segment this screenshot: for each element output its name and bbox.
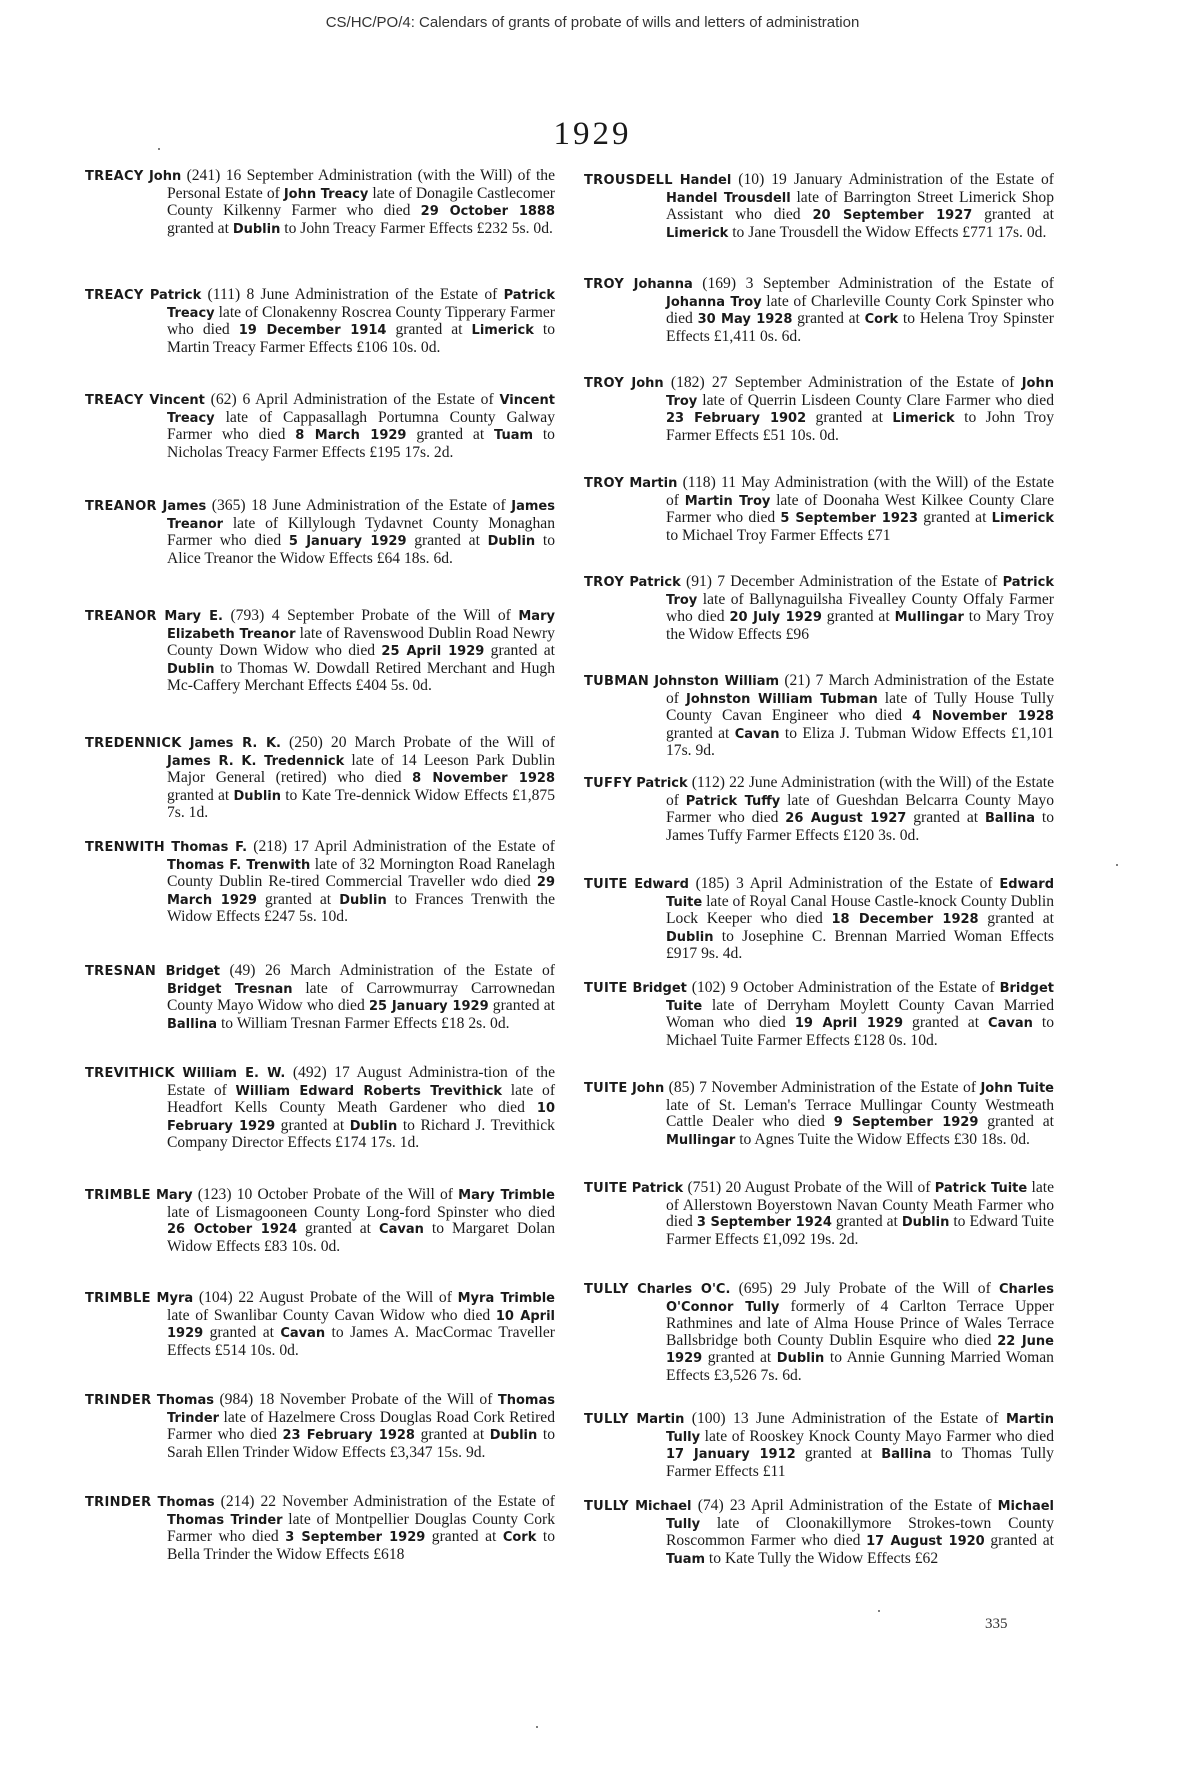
entry-text: (62) 6 April Administration of the Estate of — [204, 391, 500, 408]
entry-bold-text: Limerick — [991, 511, 1054, 527]
entry-bold-text: Martin Tully — [666, 1412, 1054, 1445]
entry-bold-text: Limerick — [892, 411, 955, 427]
calendar-entry — [85, 392, 555, 461]
entry-surname: TROUSDELL — [584, 173, 673, 188]
scan-speck — [536, 1726, 538, 1728]
entry-text: granted at — [978, 1113, 1055, 1131]
entry-given-name: Vincent — [149, 393, 205, 408]
entry-text: (365) 18 June Administration of the Estate of — [206, 497, 512, 514]
entry-text: late of Cappasallagh Portumna County Galway Farmer who died — [167, 408, 555, 444]
entry-surname: TULLY — [584, 1282, 629, 1297]
entry-text: (492) 17 August Administra-tion of the Estate of — [167, 1064, 555, 1099]
entry-text: (10) 19 January Administration of the Estate of — [731, 171, 1054, 188]
entry-bold-text: 29 October 1888 — [420, 204, 556, 220]
entry-bold-text: Thomas F. Trenwith — [167, 857, 311, 873]
entry-bold-text: 29 March 1929 — [167, 875, 555, 908]
entry-bold-text: Myra Trimble — [457, 1291, 555, 1306]
entry-bold-text: Johanna Troy — [666, 294, 762, 310]
entry-surname: TROY — [584, 277, 625, 292]
entry-bold-text: John Troy — [666, 376, 1054, 409]
scan-speck — [1116, 864, 1118, 866]
entry-text: to Jane Trousdell the Widow Effects £771 17s. 0d. — [728, 223, 1047, 241]
entry-text: late of Allerstown Boyerstown Navan County Meath Farmer who died — [666, 1179, 1055, 1231]
entry-surname: TULLY — [584, 1499, 629, 1514]
entry-text: granted at — [167, 219, 233, 237]
entry-surname: TULLY — [584, 1412, 629, 1427]
entry-bold-text: 10 April 1929 — [167, 1308, 555, 1342]
entry-text: to Mary Troy the Widow Effects £96 — [666, 608, 1054, 643]
entry-bold-text: 17 August 1920 — [866, 1534, 985, 1550]
calendar-entry — [85, 608, 555, 695]
entry-text: to Frances Trenwith the Widow Effects £247 5s. 10d. — [167, 890, 555, 926]
entry-text: late of Barrington Street Limerick Shop Assistant who died — [666, 188, 1054, 224]
entry-surname: TUITE — [584, 981, 628, 996]
entry-given-name: Mary E. — [164, 609, 223, 624]
entry-bold-text: 17 January 1912 — [666, 1447, 796, 1463]
calendar-entry — [584, 1281, 1054, 1385]
entry-text: to Michael Troy Farmer Effects £71 — [666, 526, 891, 544]
entry-bold-text: Cavan — [379, 1222, 424, 1238]
entry-surname: TUITE — [584, 1181, 628, 1196]
entry-bold-text: Edward Tuite — [666, 877, 1054, 910]
entry-bold-text: Limerick — [666, 225, 729, 241]
entry-bold-text: Cork — [864, 312, 899, 328]
entry-text: to Nicholas Treacy Farmer Effects £195 17s. 2d. — [167, 426, 555, 461]
entry-bold-text: James R. K. Tredennick — [167, 753, 345, 769]
entry-surname: TROY — [584, 476, 625, 491]
entry-given-name: Handel — [679, 173, 732, 188]
entry-surname: TREACY — [85, 288, 144, 303]
entry-bold-text: Ballina — [167, 1016, 218, 1032]
entry-bold-text: Dublin — [776, 1351, 825, 1367]
entry-text: granted at — [806, 409, 893, 427]
entry-surname: TUITE — [584, 1081, 628, 1096]
calendar-entry — [584, 775, 1054, 844]
entry-surname: TREANOR — [85, 499, 157, 514]
calendar-entry — [584, 475, 1054, 544]
entry-bold-text: Mary Elizabeth Treanor — [167, 609, 555, 642]
entry-surname: TRIMBLE — [85, 1291, 151, 1306]
entry-bold-text: Dublin — [489, 1428, 538, 1444]
entry-surname: TRESNAN — [85, 964, 157, 979]
entry-text: late of Doonaha West Kilkee County Clare Farmer who died — [666, 491, 1055, 527]
entry-bold-text: 5 September 1923 — [780, 511, 918, 527]
entry-given-name: Edward — [634, 877, 689, 892]
entry-text: (984) 18 November Probate of the Will of — [213, 1391, 498, 1408]
entry-text: to John Treacy Farmer Effects £232 5s. 0d. — [280, 219, 553, 237]
calendar-entry — [85, 963, 555, 1033]
entry-bold-text: Tuam — [666, 1551, 706, 1567]
entry-text: granted at — [978, 910, 1054, 928]
entry-text: granted at — [702, 1349, 777, 1367]
entry-given-name: Martin — [629, 476, 678, 491]
entry-bold-text: 20 July 1929 — [729, 610, 822, 626]
entry-text: to James A. MacCormac Traveller Effects £514 10s. 0d. — [167, 1324, 555, 1359]
entry-bold-text: Johnston William Tubman — [686, 691, 878, 707]
entry-bold-text: Dublin — [666, 929, 714, 945]
entry-text: granted at — [167, 786, 234, 804]
entry-text: to Agnes Tuite the Widow Effects £30 18s. 0d. — [735, 1130, 1030, 1148]
entry-bold-text: 30 May 1928 — [697, 312, 793, 328]
entry-surname: TRINDER — [85, 1495, 152, 1510]
page-year: 1929 — [553, 116, 632, 152]
entry-bold-text: 25 January 1929 — [368, 999, 489, 1015]
entry-bold-text: 20 September 1927 — [812, 208, 973, 224]
calendar-entry — [584, 876, 1054, 963]
document-header: CS/HC/PO/4: Calendars of grants of probate of wills and letters of administration — [325, 14, 860, 31]
entry-text: to Annie Gunning Married Woman Effects £3,526 7s. 6d. — [666, 1349, 1054, 1384]
entry-bold-text: Patrick Treacy — [167, 288, 555, 321]
entry-bold-text: Ballina — [984, 811, 1036, 827]
calendar-entry — [85, 1494, 555, 1563]
entry-text: (185) 3 April Administration of the Estate of — [688, 875, 1000, 892]
entry-text: to Thomas Tully Farmer Effects £11 — [666, 1445, 1054, 1480]
entry-text: to Eliza J. Tubman Widow Effects £1,101 17s. 9d. — [666, 724, 1055, 760]
entry-text: (100) 13 June Administration of the Estate of — [684, 1410, 1006, 1427]
entry-bold-text: Dublin — [232, 221, 281, 237]
entry-text: (241) 16 September Administration (with the Will) of the Personal Estate of — [167, 167, 555, 202]
entry-text: granted at — [275, 1116, 350, 1134]
entry-bold-text: 22 June 1929 — [666, 1333, 1054, 1367]
entry-text: to Kate Tre-dennick Widow Effects £1,875 7s. 1d. — [167, 786, 556, 822]
entry-bold-text: Mullingar — [666, 1132, 736, 1148]
entry-surname: TREDENNICK — [85, 736, 182, 751]
entry-text: late of Derryham Moylett County Cavan Married Woman who died — [666, 996, 1054, 1032]
entry-bold-text: 10 February 1929 — [167, 1101, 555, 1134]
entry-bold-text: Michael Tully — [666, 1499, 1054, 1532]
entry-bold-text: Limerick — [471, 323, 534, 339]
entry-text: to Michael Tuite Farmer Effects £128 0s. 10d. — [666, 1014, 1055, 1049]
entry-text: late of Swanlibar County Cavan Widow who died — [167, 1306, 496, 1324]
calendar-entry — [85, 168, 555, 238]
entry-bold-text: William Edward Roberts Trevithick — [235, 1083, 503, 1099]
entry-text: to Edward Tuite Farmer Effects £1,092 19s. 2d. — [666, 1213, 1054, 1248]
entry-given-name: Martin — [636, 1412, 685, 1427]
entry-given-name: James R. K. — [189, 736, 281, 751]
entry-surname: TRINDER — [85, 1393, 152, 1408]
entry-given-name: Patrick — [636, 776, 688, 791]
entry-bold-text: Handel Trousdell — [666, 190, 791, 206]
entry-text: late of Hazelmere Cross Douglas Road Cork Retired Farmer who died — [167, 1408, 555, 1444]
entry-given-name: Johanna — [633, 277, 693, 292]
entry-bold-text: Patrick Troy — [666, 575, 1054, 608]
entry-bold-text: 26 October 1924 — [167, 1222, 297, 1238]
entry-text: to Alice Treanor the Widow Effects £64 18s. 6d. — [167, 532, 556, 567]
entry-bold-text: Ballina — [881, 1447, 932, 1463]
entry-bold-text: Thomas Trinder — [167, 1393, 555, 1426]
entry-text: to William Tresnan Farmer Effects £18 2s. 0d. — [217, 1014, 510, 1032]
page-number: 335 — [985, 1616, 1008, 1632]
entry-text: late of 32 Mornington Road Ranelagh County Dublin Re-tired Commercial Traveller wdo died — [167, 855, 555, 891]
entry-bold-text: James Treanor — [167, 499, 555, 532]
entry-text: granted at — [484, 642, 555, 660]
entry-bold-text: Martin Troy — [684, 493, 771, 509]
entry-bold-text: 19 December 1914 — [238, 323, 387, 339]
calendar-entry — [85, 498, 555, 567]
entry-text: to Helena Troy Spinster Effects £1,411 0s. 6d. — [666, 310, 1054, 345]
entry-text: (112) 22 June Administration (with the Will) of the Estate of — [666, 774, 1055, 809]
entry-surname: TREANOR — [85, 609, 157, 624]
entry-surname: TROY — [584, 575, 625, 590]
entry-bold-text: Dublin — [167, 661, 215, 677]
entry-given-name: Thomas F. — [171, 840, 248, 855]
calendar-entry — [85, 287, 555, 356]
entry-text: granted at — [386, 321, 472, 339]
entry-text: (751) 20 August Probate of the Will of — [683, 1179, 935, 1196]
entry-bold-text: Mary Trimble — [458, 1188, 555, 1203]
entry-bold-text: Thomas Trinder — [167, 1512, 283, 1528]
calendar-entry — [584, 172, 1054, 242]
entry-bold-text: 5 January 1929 — [288, 534, 407, 550]
entry-given-name: John — [631, 376, 664, 391]
entry-bold-text: Cavan — [734, 726, 780, 742]
entry-text: (104) 22 August Probate of the Will of — [193, 1289, 458, 1306]
calendar-entry — [584, 1080, 1054, 1149]
calendar-entry — [85, 1065, 555, 1152]
entry-text: granted at — [414, 1426, 490, 1444]
entry-bold-text: 19 April 1929 — [794, 1016, 904, 1032]
entry-text: late of Headfort Kells County Meath Gardener who died — [167, 1081, 556, 1117]
calendar-entry — [584, 375, 1054, 444]
entry-given-name: James — [162, 499, 207, 514]
calendar-entry — [85, 1290, 555, 1359]
entry-text: (118) 11 May Administration (with the Will) of the Estate of — [666, 474, 1054, 509]
entry-text: granted at — [203, 1324, 281, 1342]
entry-bold-text: Mullingar — [894, 610, 964, 626]
entry-text: late of 14 Leeson Park Dublin Major General (retired) who died — [167, 751, 555, 787]
entry-text: late of Ballynaguilsha Fivealley County Offaly Farmer who died — [666, 590, 1054, 626]
entry-text: (214) 22 November Administration of the Estate of — [214, 1493, 555, 1510]
entry-surname: TUITE — [584, 877, 628, 892]
entry-text: to Bella Trinder the Widow Effects £618 — [167, 1528, 555, 1563]
entry-bold-text: Dublin — [901, 1215, 950, 1231]
entry-text: late of Royal Canal House Castle-knock County Dublin Lock Keeper who died — [666, 892, 1054, 928]
scan-speck — [878, 1610, 880, 1612]
entry-text: late of Querrin Lisdeen County Clare Farmer who died — [697, 391, 1054, 409]
entry-text: to John Troy Farmer Effects £51 10s. 0d. — [666, 409, 1054, 444]
entry-text: (85) 7 November Administration of the Estate of — [664, 1079, 981, 1096]
calendar-entry — [584, 276, 1054, 345]
entry-text: late of St. Leman's Terrace Mullingar County Westmeath Cattle Dealer who died — [666, 1096, 1054, 1131]
entry-surname: TRENWITH — [85, 840, 165, 855]
calendar-entry — [584, 980, 1054, 1049]
entry-surname: TRIMBLE — [85, 1188, 151, 1203]
entry-given-name: Bridget — [165, 964, 220, 979]
entry-text: granted at — [906, 809, 985, 827]
entry-text: (49) 26 March Administration of the Estate of — [219, 962, 555, 979]
calendar-entry — [85, 1187, 555, 1255]
entry-text: late of Killylough Tydavnet County Monaghan Farmer who died — [167, 514, 555, 550]
entry-bold-text: Dublin — [487, 534, 536, 550]
entry-text: late of Ravenswood Dublin Road Newry County Down Widow who died — [167, 624, 555, 660]
entry-text: (793) 4 September Probate of the Will of — [222, 607, 519, 624]
entry-bold-text: Cavan — [280, 1326, 326, 1342]
entry-text: (91) 7 December Administration of the Estate of — [680, 573, 1003, 590]
entry-bold-text: Dublin — [339, 892, 387, 908]
entry-given-name: Charles O'C. — [637, 1282, 731, 1297]
entry-text: (695) 29 July Probate of the Will of — [730, 1280, 999, 1297]
entry-text: (169) 3 September Administration of the Estate of — [692, 275, 1054, 292]
entry-bold-text: Vincent Treacy — [167, 393, 555, 426]
calendar-entry — [584, 673, 1054, 760]
entry-text: granted at — [296, 1220, 380, 1238]
calendar-entry — [85, 839, 555, 926]
entry-bold-text: 23 February 1902 — [666, 411, 807, 427]
calendar-entry — [584, 1180, 1054, 1248]
entry-text: to Sarah Ellen Trinder Widow Effects £3,347 15s. 9d. — [167, 1426, 555, 1461]
entry-text: late of Gueshdan Belcarra County Mayo Farmer who died — [666, 791, 1055, 827]
entry-text: granted at — [821, 608, 895, 626]
entry-text: granted at — [425, 1528, 503, 1546]
entry-text: granted at — [406, 532, 488, 550]
entry-bold-text: 8 November 1928 — [412, 771, 555, 787]
entry-bold-text: Dublin — [233, 788, 281, 804]
entry-text: (74) 23 April Administration of the Estate of — [691, 1497, 998, 1514]
entry-surname: TREACY — [85, 393, 144, 408]
entry-text: late of Tully House Tully County Cavan Engineer who died — [666, 689, 1054, 725]
entry-bold-text: Dublin — [349, 1118, 398, 1134]
entry-text: late of Charleville County Cork Spinster who died — [666, 292, 1054, 328]
entry-text: late of Lismagooneen County Long-ford Spinster who died — [167, 1203, 555, 1221]
entry-bold-text: Bridget Tresnan — [167, 981, 293, 997]
entry-given-name: Patrick — [631, 1181, 684, 1196]
entry-surname: TUFFY — [584, 776, 633, 791]
entry-bold-text: 3 September 1929 — [285, 1530, 426, 1546]
entry-text: to Margaret Dolan Widow Effects £83 10s. 0d. — [167, 1220, 555, 1255]
entry-given-name: Patrick — [629, 575, 681, 590]
entry-text: (182) 27 September Administration of the Estate of — [663, 374, 1022, 391]
entry-bold-text: 4 November 1928 — [912, 709, 1054, 725]
entry-bold-text: 23 February 1928 — [282, 1428, 415, 1444]
entry-given-name: Thomas — [156, 1393, 214, 1408]
entry-bold-text: Tuam — [494, 428, 534, 444]
entry-text: (218) 17 April Administration of the Estate of — [247, 838, 555, 855]
entry-bold-text: 18 December 1928 — [831, 912, 979, 928]
entry-given-name: Myra — [156, 1291, 194, 1306]
entry-text: granted at — [984, 1532, 1054, 1550]
entry-text: granted at — [406, 426, 494, 444]
entry-bold-text: John Treacy — [283, 186, 369, 202]
scan-speck — [158, 148, 160, 150]
entry-text: (111) 8 June Administration of the Estate of — [201, 286, 504, 303]
entry-text: to Richard J. Trevithick Company Director Effects £174 17s. 1d. — [167, 1116, 555, 1152]
entry-text: late of Carrowmurray Carrownedan County Mayo Widow who died — [167, 979, 555, 1015]
entry-surname: TROY — [584, 376, 625, 391]
entry-text: granted at — [792, 310, 865, 328]
entry-given-name: John — [631, 1081, 665, 1096]
entry-bold-text: Bridget Tuite — [666, 981, 1054, 1014]
entry-surname: TUBMAN — [584, 674, 650, 689]
entry-text: granted at — [488, 997, 556, 1015]
entry-text: formerly of 4 Carlton Terrace Upper Rathmines and late of Alma House Prince of Wales Terrace Ballsbridge both County Dublin Esquire who died — [666, 1297, 1054, 1349]
calendar-entry — [584, 1411, 1054, 1480]
calendar-entry — [85, 735, 555, 822]
entry-bold-text: John Tuite — [980, 1081, 1054, 1096]
entry-given-name: Johnston William — [654, 674, 780, 689]
entry-text: late of Montpellier Douglas County Cork Farmer who died — [167, 1510, 555, 1546]
entry-text: (123) 10 October Probate of the Will of — [192, 1186, 459, 1203]
entry-bold-text: Charles O'Connor Tully — [666, 1282, 1054, 1315]
entry-text: granted at — [831, 1213, 902, 1231]
entry-bold-text: Patrick Tuite — [934, 1181, 1028, 1196]
entry-text: to James Tuffy Farmer Effects £120 3s. 0d. — [666, 809, 1054, 844]
entry-text: (102) 9 October Administration of the Estate of — [686, 979, 1000, 996]
entry-text: (21) 7 March Administration of the Estate of — [666, 672, 1054, 707]
entry-text: (250) 20 March Probate of the Will of — [281, 734, 556, 751]
entry-bold-text: Cavan — [988, 1016, 1033, 1032]
entry-bold-text: Patrick Tuffy — [685, 793, 781, 809]
entry-text: granted at — [666, 724, 735, 742]
entry-bold-text: 26 August 1927 — [785, 811, 907, 827]
entry-bold-text: Cork — [502, 1530, 537, 1546]
entry-text: late of Donagile Castlecomer County Kilkenny Farmer who died — [167, 184, 555, 220]
calendar-entry — [85, 1392, 555, 1461]
entry-surname: TREACY — [85, 169, 144, 184]
entry-text: granted at — [256, 890, 340, 908]
entry-given-name: Bridget — [632, 981, 687, 996]
entry-text: to Martin Treacy Farmer Effects £106 10s. 0d. — [167, 321, 555, 356]
entry-text: granted at — [972, 206, 1054, 224]
entry-given-name: Thomas — [157, 1495, 215, 1510]
entry-surname: TREVITHICK — [85, 1066, 175, 1081]
entry-text: granted at — [903, 1014, 989, 1032]
entry-text: granted at — [795, 1445, 882, 1463]
entry-text: late of Cloonakillymore Strokes-town County Roscommon Farmer who died — [666, 1514, 1054, 1550]
entry-bold-text: 9 September 1929 — [833, 1115, 979, 1131]
entry-text: late of Clonakenny Roscrea County Tipperary Farmer who died — [167, 303, 555, 339]
entry-bold-text: 8 March 1929 — [295, 428, 407, 444]
entry-text: to Josephine C. Brennan Married Woman Effects £917 9s. 4d. — [666, 927, 1054, 963]
entry-text: late of Rooskey Knock County Mayo Farmer who died — [700, 1427, 1054, 1445]
entry-given-name: Michael — [635, 1499, 692, 1514]
entry-given-name: William E. W. — [182, 1066, 286, 1081]
entry-given-name: John — [148, 169, 182, 184]
entry-text: to Thomas W. Dowdall Retired Merchant and Hugh Mc-Caffery Merchant Effects £404 5s. 0d. — [167, 659, 555, 695]
entry-bold-text: 3 September 1924 — [696, 1215, 832, 1231]
entry-text: granted at — [917, 509, 992, 527]
entry-given-name: Patrick — [149, 288, 202, 303]
entry-given-name: Mary — [156, 1188, 193, 1203]
calendar-entry — [584, 1498, 1054, 1568]
calendar-entry — [584, 574, 1054, 643]
entry-text: to Kate Tully the Widow Effects £62 — [705, 1549, 939, 1567]
entry-bold-text: 25 April 1929 — [381, 644, 485, 660]
